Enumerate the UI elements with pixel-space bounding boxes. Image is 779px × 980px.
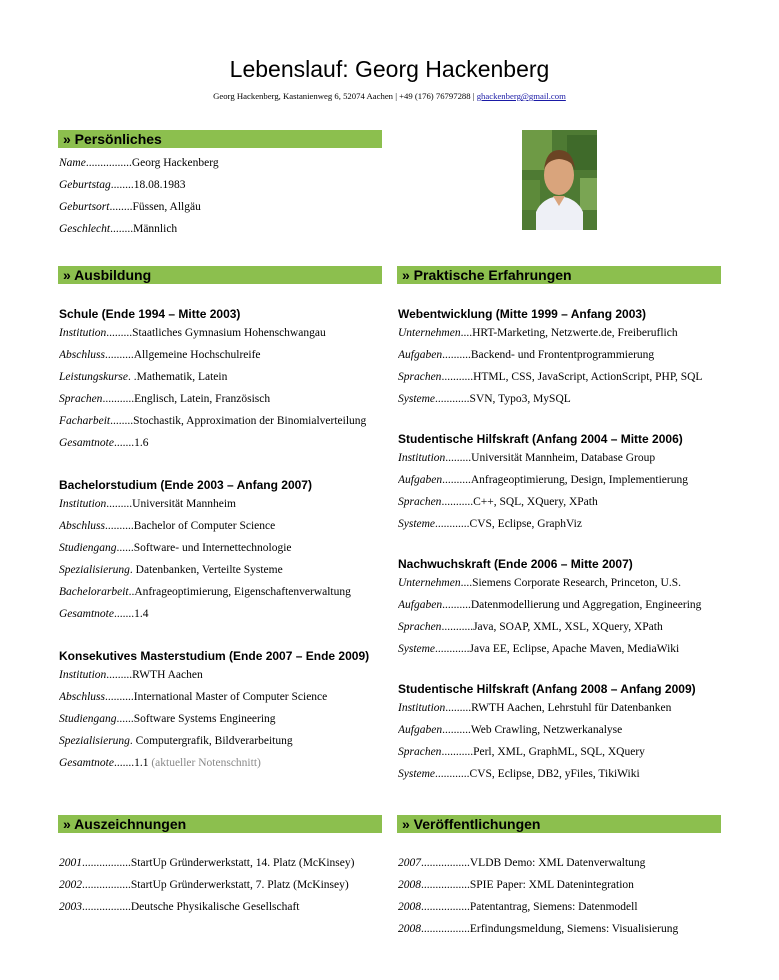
entry-leader: .......... xyxy=(442,599,471,611)
entry-value: Englisch, Latein, Französisch xyxy=(134,393,271,405)
entry-row xyxy=(59,603,369,625)
entry-group xyxy=(398,556,702,660)
section-header-experience: » Praktische Erfahrungen xyxy=(397,266,721,284)
page-title: Lebenslauf: Georg Hackenberg xyxy=(229,56,550,82)
entry-value: Datenbanken, Verteilte Systeme xyxy=(135,564,283,576)
contact-line xyxy=(0,91,779,101)
personal-details xyxy=(59,152,219,240)
entry-heading: Webentwicklung (Mitte 1999 – Anfang 2003) xyxy=(398,307,647,321)
entry-label: Sprachen xyxy=(59,393,103,405)
entry-label: 2008 xyxy=(398,923,421,935)
entry-row xyxy=(59,686,369,708)
entry-row xyxy=(59,708,369,730)
entry-row xyxy=(59,174,219,196)
entry-leader: . xyxy=(129,564,136,576)
entry-value: Computergrafik, Bildverarbeitung xyxy=(135,735,293,747)
entry-leader: ................. xyxy=(421,901,470,913)
entry-leader: ............ xyxy=(435,768,470,780)
entry-value: Web Crawling, Netzwerkanalyse xyxy=(470,724,623,736)
entry-heading: Studentische Hilfskraft (Anfang 2008 – Anfang 2009) xyxy=(398,682,696,696)
section-header-awards: » Auszeichnungen xyxy=(58,815,382,833)
entry-label: Institution xyxy=(398,702,446,714)
entry-leader: ................. xyxy=(421,879,470,891)
entry-leader: ................ xyxy=(85,157,132,169)
entry-leader: ................. xyxy=(82,879,131,891)
entry-leader: ...... xyxy=(116,713,134,725)
entry-group xyxy=(398,306,702,410)
entry-leader: ........ xyxy=(110,223,134,235)
entry-value: Mathematik, Latein xyxy=(136,371,228,383)
entry-value: Backend- und Frontentprogrammierung xyxy=(470,349,655,361)
entry-group xyxy=(59,477,369,625)
entry-label: Geschlecht xyxy=(59,223,111,235)
entry-row xyxy=(59,581,369,603)
entry-leader: .. xyxy=(128,586,135,598)
entry-label: Systeme xyxy=(398,393,436,405)
entry-leader: ........... xyxy=(441,746,474,758)
entry-leader: ........ xyxy=(110,179,134,191)
entry-leader: ................. xyxy=(82,857,131,869)
entry-leader: . xyxy=(129,735,136,747)
entry-value: 1.1 xyxy=(134,757,149,769)
entry-label: Gesamtnote xyxy=(59,437,114,449)
entry-row xyxy=(59,874,354,896)
entry-label: Studiengang xyxy=(59,713,117,725)
entry-label: Sprachen xyxy=(398,371,442,383)
entry-label: Institution xyxy=(59,327,107,339)
entry-row xyxy=(398,594,702,616)
entry-leader: ......... xyxy=(106,669,133,681)
entry-leader: .......... xyxy=(442,474,471,486)
entry-value: SVN, Typo3, MySQL xyxy=(469,393,571,405)
entry-row xyxy=(398,513,702,535)
entry-row xyxy=(59,344,369,366)
entry-leader: .......... xyxy=(105,520,134,532)
entry-label: Aufgaben xyxy=(398,349,443,361)
entry-label: 2008 xyxy=(398,879,421,891)
entry-value: Java, SOAP, XML, XSL, XQuery, XPath xyxy=(473,621,663,633)
entry-value: International Master of Computer Science xyxy=(133,691,328,703)
entry-leader: ................. xyxy=(421,923,470,935)
entry-group xyxy=(398,431,702,535)
entry-value: HRT-Marketing, Netzwerte.de, Freiberuflich xyxy=(472,327,678,339)
entry-label: Geburtsort xyxy=(59,201,110,213)
entry-value: C++, SQL, XQuery, XPath xyxy=(473,496,598,508)
section-header-education: » Ausbildung xyxy=(58,266,382,284)
awards-list xyxy=(59,852,354,918)
entry-value: Java EE, Eclipse, Apache Maven, MediaWiki xyxy=(469,643,680,655)
entry-label: Systeme xyxy=(398,518,436,530)
entry-label: Bachelorarbeit xyxy=(59,586,129,598)
entry-label: Aufgaben xyxy=(398,474,443,486)
entry-value: 1.4 xyxy=(134,608,149,620)
entry-label: Gesamtnote xyxy=(59,608,114,620)
entry-label: Abschluss xyxy=(59,520,105,532)
entry-value: Anfrageoptimierung, Design, Implementierung xyxy=(470,474,688,486)
entry-label: 2001 xyxy=(59,857,82,869)
entry-leader: ....... xyxy=(113,437,135,449)
publications-list xyxy=(398,852,678,940)
entry-row xyxy=(59,152,219,174)
entry-row xyxy=(398,638,702,660)
education-list xyxy=(59,306,369,774)
entry-label: Unternehmen xyxy=(398,327,461,339)
entry-value: Georg Hackenberg xyxy=(131,157,219,169)
entry-label: Abschluss xyxy=(59,691,105,703)
entry-label: Systeme xyxy=(398,643,436,655)
entry-row xyxy=(59,537,369,559)
entry-row xyxy=(398,918,678,940)
entry-row xyxy=(59,752,369,774)
entry-label: Facharbeit xyxy=(59,415,111,427)
entry-value: StartUp Gründerwerkstatt, 14. Platz (McKinsey) xyxy=(130,857,355,869)
entry-label: Institution xyxy=(59,498,107,510)
entry-row xyxy=(59,388,369,410)
entry-leader: ........ xyxy=(109,201,133,213)
entry-value: Software- und Internettechnologie xyxy=(133,542,292,554)
entry-label: Gesamtnote xyxy=(59,757,114,769)
entry-heading: Schule (Ende 1994 – Mitte 2003) xyxy=(59,307,241,321)
entry-row xyxy=(398,763,702,785)
entry-row xyxy=(59,218,219,240)
entry-leader: . . xyxy=(128,371,137,383)
entry-value: Anfrageoptimierung, Eigenschaftenverwaltung xyxy=(134,586,351,598)
entry-leader: ......... xyxy=(445,702,472,714)
entry-value: CVS, Eclipse, GraphViz xyxy=(469,518,582,530)
entry-value: Siemens Corporate Research, Princeton, U.S. xyxy=(472,577,681,589)
entry-group xyxy=(59,306,369,454)
entry-row xyxy=(59,852,354,874)
entry-leader: .......... xyxy=(105,691,134,703)
entry-value: Füssen, Allgäu xyxy=(132,201,201,213)
entry-value: Allgemeine Hochschulreife xyxy=(133,349,261,361)
entry-leader: .......... xyxy=(105,349,134,361)
entry-value: Staatliches Gymnasium Hohenschwangau xyxy=(132,327,326,339)
entry-label: Aufgaben xyxy=(398,724,443,736)
entry-row xyxy=(398,719,702,741)
entry-value: Software Systems Engineering xyxy=(133,713,276,725)
entry-label: Spezialisierung xyxy=(59,564,130,576)
entry-row xyxy=(398,388,702,410)
entry-value: Männlich xyxy=(133,223,178,235)
entry-label: Spezialisierung xyxy=(59,735,130,747)
entry-leader: .... xyxy=(460,327,473,339)
entry-row xyxy=(398,741,702,763)
entry-value: Stochastik, Approximation der Binomialverteilung xyxy=(133,415,367,427)
entry-label: 2007 xyxy=(398,857,421,869)
entry-row xyxy=(59,322,369,344)
entry-value: Datenmodellierung und Aggregation, Engineering xyxy=(470,599,702,611)
entry-value: Perl, XML, GraphML, SQL, XQuery xyxy=(473,746,645,758)
entry-value: VLDB Demo: XML Datenverwaltung xyxy=(469,857,646,869)
entry-label: Abschluss xyxy=(59,349,105,361)
entry-row xyxy=(59,559,369,581)
entry-row xyxy=(59,410,369,432)
entry-value: Universität Mannheim, Database Group xyxy=(471,452,656,464)
entry-group xyxy=(59,648,369,774)
entry-label: 2008 xyxy=(398,901,421,913)
entry-leader: ............ xyxy=(435,518,470,530)
entry-value: Universität Mannheim xyxy=(132,498,236,510)
entry-row xyxy=(59,896,354,918)
entry-value: 18.08.1983 xyxy=(133,179,186,191)
entry-leader: ............ xyxy=(435,393,470,405)
entry-label: Aufgaben xyxy=(398,599,443,611)
entry-leader: ......... xyxy=(106,327,133,339)
entry-heading: Konsekutives Masterstudium (Ende 2007 – Ende 2009) xyxy=(59,649,370,663)
entry-value: HTML, CSS, JavaScript, ActionScript, PHP, SQL xyxy=(473,371,703,383)
entry-label: Name xyxy=(59,157,86,169)
entry-row xyxy=(398,491,702,513)
entry-leader: ......... xyxy=(106,498,133,510)
entry-leader: ...... xyxy=(116,542,134,554)
entry-label: Leistungskurse xyxy=(59,371,128,383)
section-header-publications: » Veröffentlichungen xyxy=(397,815,721,833)
entry-note: (aktueller Notenschnitt) xyxy=(148,757,261,769)
section-header-personal: » Persönliches xyxy=(58,130,382,148)
entry-row xyxy=(398,874,678,896)
entry-row xyxy=(398,697,702,719)
entry-label: Sprachen xyxy=(398,621,442,633)
entry-label: Sprachen xyxy=(398,496,442,508)
entry-row xyxy=(398,616,702,638)
entry-leader: ......... xyxy=(445,452,472,464)
entry-group xyxy=(398,681,702,785)
entry-row xyxy=(398,572,702,594)
entry-row xyxy=(398,469,702,491)
contact-details: Georg Hackenberg, Kastanienweg 6, 52074 Aachen | +49 (176) 76797288 | xyxy=(213,91,477,101)
entry-leader: ........... xyxy=(441,496,474,508)
entry-row xyxy=(398,322,702,344)
entry-value: CVS, Eclipse, DB2, yFiles, TikiWiki xyxy=(469,768,640,780)
entry-label: Systeme xyxy=(398,768,436,780)
entry-leader: .......... xyxy=(442,724,471,736)
entry-row xyxy=(59,515,369,537)
entry-value: RWTH Aachen, Lehrstuhl für Datenbanken xyxy=(471,702,672,714)
entry-row xyxy=(59,493,369,515)
entry-row xyxy=(59,730,369,752)
entry-leader: ................. xyxy=(421,857,470,869)
entry-leader: ........... xyxy=(441,621,474,633)
entry-row xyxy=(59,432,369,454)
entry-leader: ............ xyxy=(435,643,470,655)
entry-value: Patentantrag, Siemens: Datenmodell xyxy=(469,901,638,913)
entry-leader: ........... xyxy=(441,371,474,383)
entry-leader: ....... xyxy=(113,757,135,769)
entry-value: SPIE Paper: XML Datenintegration xyxy=(469,879,634,891)
entry-value: StartUp Gründerwerkstatt, 7. Platz (McKinsey) xyxy=(130,879,349,891)
entry-row xyxy=(59,664,369,686)
entry-row xyxy=(398,447,702,469)
entry-label: Institution xyxy=(398,452,446,464)
entry-label: 2002 xyxy=(59,879,82,891)
entry-leader: .......... xyxy=(442,349,471,361)
entry-row xyxy=(59,366,369,388)
entry-heading: Nachwuchskraft (Ende 2006 – Mitte 2007) xyxy=(398,557,633,571)
entry-leader: ........... xyxy=(102,393,135,405)
entry-row xyxy=(398,344,702,366)
entry-value: Deutsche Physikalische Gesellschaft xyxy=(130,901,300,913)
email-link[interactable]: ghackenberg@gmail.com xyxy=(476,91,566,101)
entry-leader: ................. xyxy=(82,901,131,913)
entry-row xyxy=(398,852,678,874)
experience-list xyxy=(398,306,702,785)
entry-heading: Studentische Hilfskraft (Anfang 2004 – Mitte 2006) xyxy=(398,432,683,446)
entry-label: 2003 xyxy=(59,901,82,913)
entry-leader: ....... xyxy=(113,608,135,620)
entry-value: 1.6 xyxy=(134,437,149,449)
entry-label: Sprachen xyxy=(398,746,442,758)
entry-label: Unternehmen xyxy=(398,577,461,589)
entry-value: Bachelor of Computer Science xyxy=(133,520,276,532)
entry-heading: Bachelorstudium (Ende 2003 – Anfang 2007) xyxy=(59,478,312,492)
profile-photo xyxy=(522,130,597,230)
entry-leader: .... xyxy=(460,577,473,589)
entry-row xyxy=(398,896,678,918)
entry-leader: ........ xyxy=(110,415,134,427)
entry-value: RWTH Aachen xyxy=(132,669,203,681)
entry-label: Geburtstag xyxy=(59,179,111,191)
entry-label: Institution xyxy=(59,669,107,681)
entry-row xyxy=(59,196,219,218)
entry-row xyxy=(398,366,702,388)
entry-label: Studiengang xyxy=(59,542,117,554)
entry-value: Erfindungsmeldung, Siemens: Visualisierung xyxy=(469,923,679,935)
